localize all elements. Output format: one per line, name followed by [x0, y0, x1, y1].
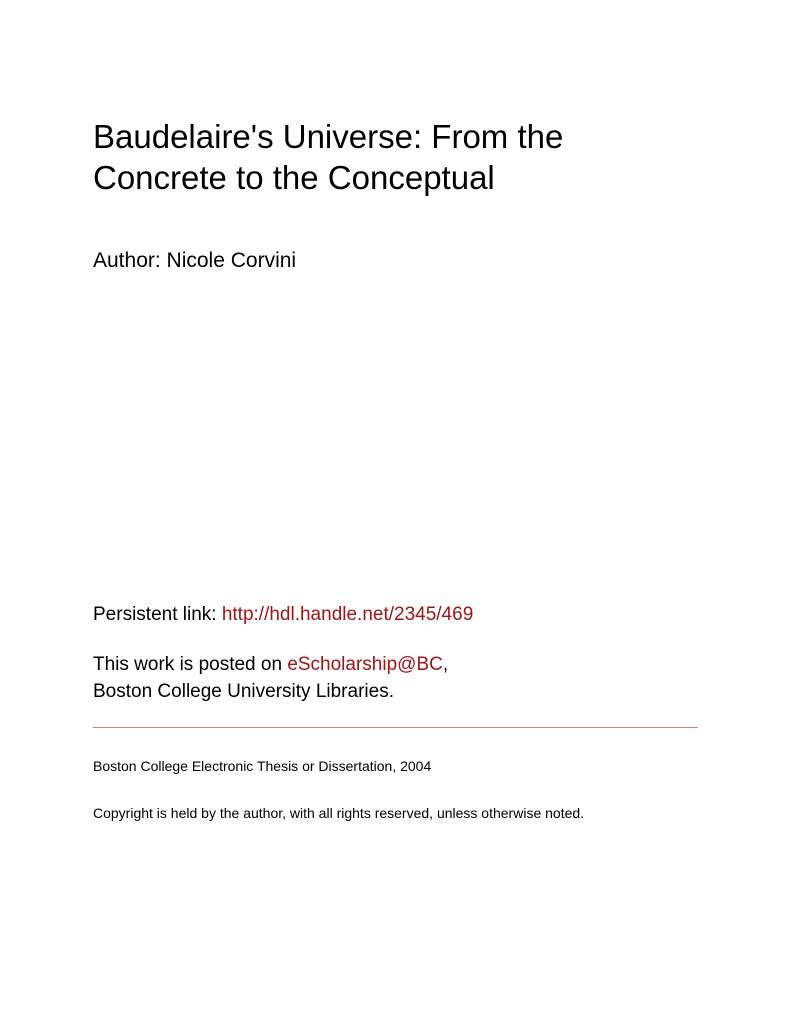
posted-prefix: This work is posted on: [93, 654, 283, 675]
document-title: [93, 116, 713, 198]
thesis-note: Boston College Electronic Thesis or Dissertation, 2004: [93, 758, 432, 774]
posted-statement: [93, 651, 448, 705]
persistent-link-line: [93, 602, 473, 628]
persistent-link-url[interactable]: http://hdl.handle.net/2345/469: [221, 604, 474, 625]
title-line-2: Concrete to the Conceptual: [93, 159, 495, 196]
posted-suffix: ,: [442, 654, 449, 675]
title-line-1: Baudelaire's Universe: From the: [93, 118, 564, 155]
posted-line-2: Boston College University Libraries.: [93, 681, 394, 702]
posted-line-1: [93, 651, 448, 678]
author-line: Author: Nicole Corvini: [93, 249, 297, 272]
escholarship-link[interactable]: eScholarship@BC: [287, 654, 443, 675]
persistent-link-label: Persistent link:: [93, 604, 217, 625]
divider-rule: [93, 727, 698, 728]
copyright-note: Copyright is held by the author, with all rights reserved, unless otherwise noted.: [93, 805, 585, 821]
